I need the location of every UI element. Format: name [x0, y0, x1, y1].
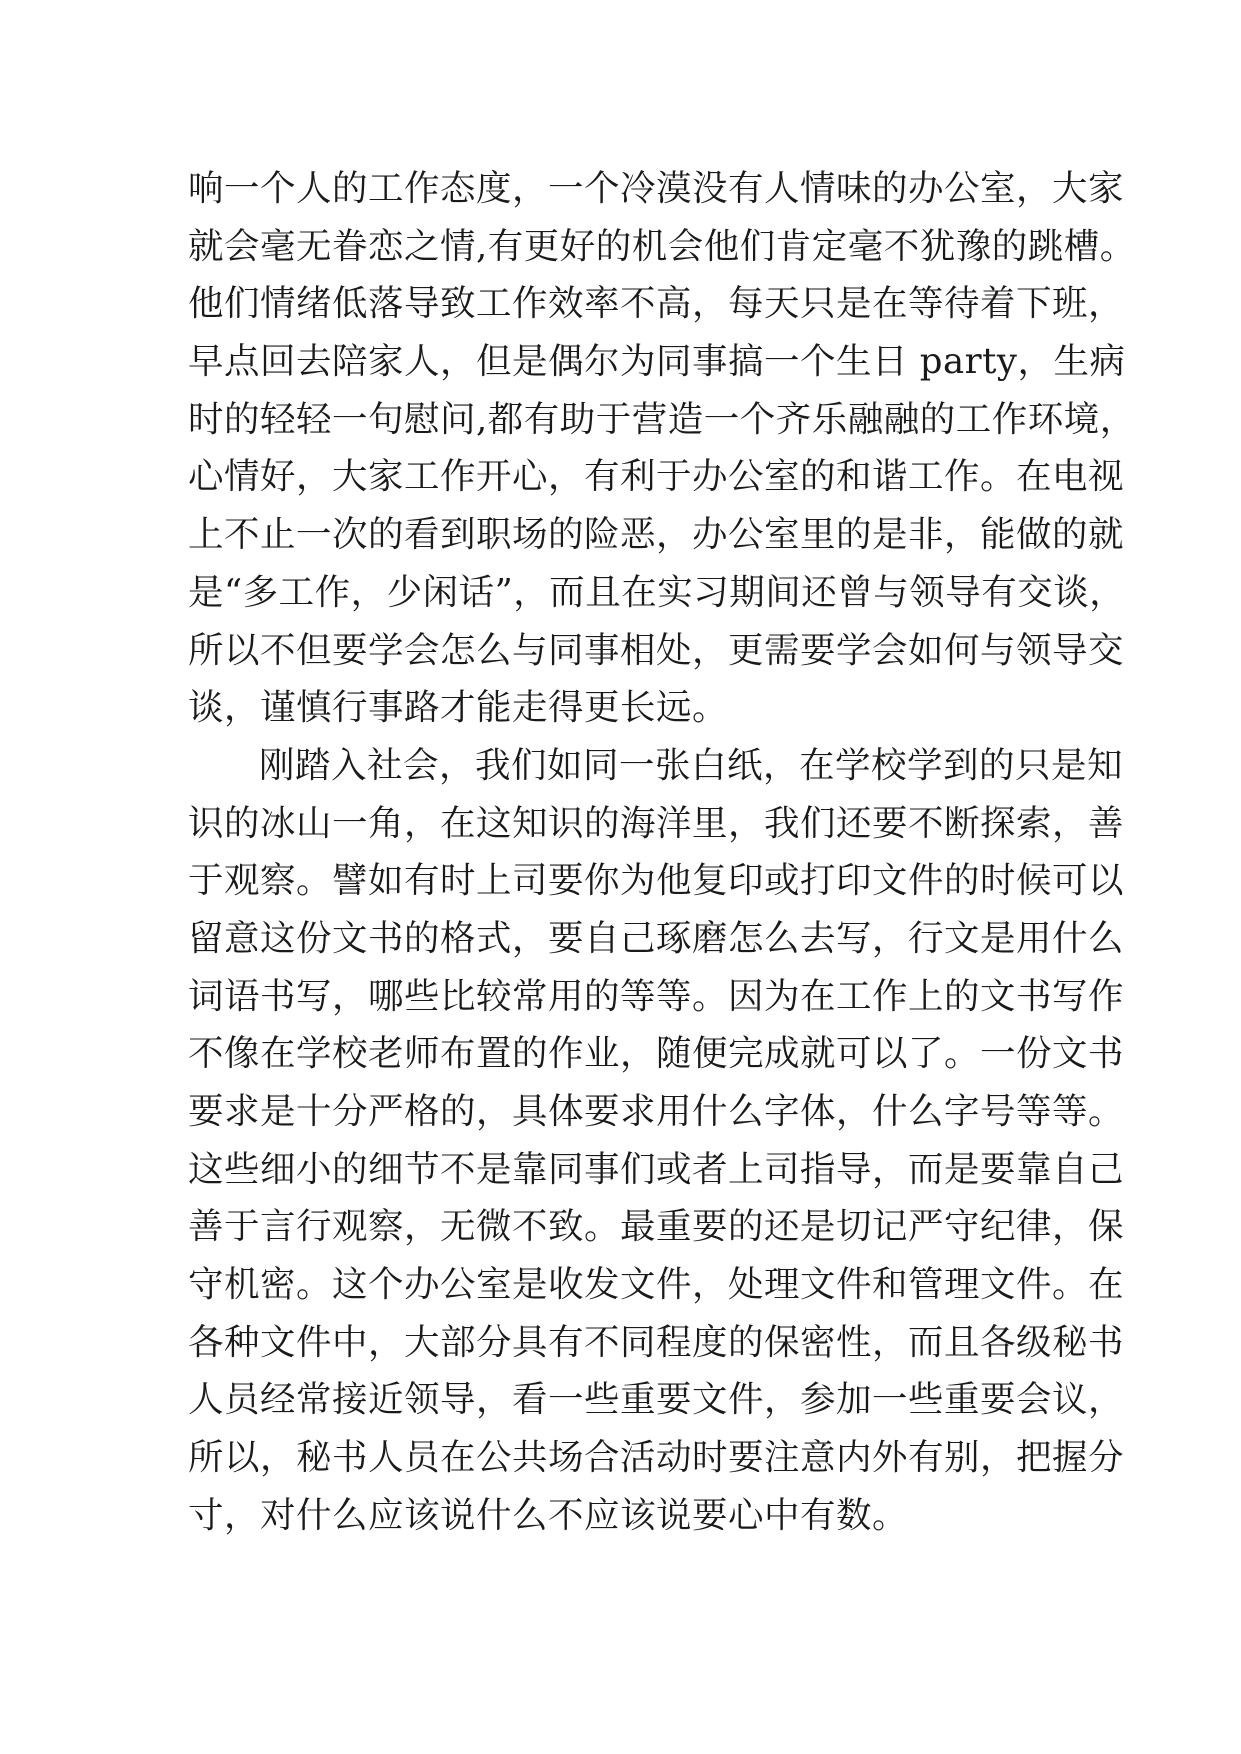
- text-line: 刚踏入社会，我们如同一张白纸，在学校学到的只是知: [259, 744, 1124, 786]
- text-line: 善于言行观察，无微不致。最重要的还是切记严守纪律，保: [188, 1206, 1125, 1248]
- text-line: 谈，谨慎行事路才能走得更长远。: [188, 687, 729, 729]
- text-line: 识的冰山一角，在这知识的海洋里，我们还要不断探索，善: [188, 802, 1125, 844]
- text-line: 上不止一次的看到职场的险恶，办公室里的是非，能做的就: [188, 514, 1125, 556]
- text-line: 就会毫无眷恋之情,有更好的机会他们肯定毫不犹豫的跳槽。: [188, 225, 1136, 267]
- text-line: 心情好，大家工作开心，有利于办公室的和谐工作。在电视: [188, 456, 1125, 498]
- paragraph-1: [188, 160, 1136, 737]
- text-line: 他们情绪低落导致工作效率不高，每天只是在等待着下班，: [188, 283, 1125, 325]
- paragraph-2: [188, 737, 1125, 1545]
- text-line: 时的轻轻一句慰问,都有助于营造一个齐乐融融的工作环境，: [188, 398, 1136, 440]
- text-line: 要求是十分严格的，具体要求用什么字体，什么字号等等。: [188, 1091, 1125, 1132]
- document-body: [188, 160, 1136, 1545]
- text-line: 人员经常接近领导，看一些重要文件，参加一些重要会议，: [188, 1379, 1125, 1421]
- text-line: 词语书写，哪些比较常用的等等。因为在工作上的文书写作: [188, 975, 1125, 1017]
- text-line: 寸，对什么应该说什么不应该说要心中有数。: [188, 1494, 909, 1536]
- text-line: 早点回去陪家人，但是偶尔为同事搞一个生日 party，生病: [188, 341, 1126, 383]
- text-line: 留意这份文书的格式，要自己琢磨怎么去写，行文是用什么: [188, 917, 1125, 959]
- text-line: 守机密。这个办公室是收发文件，处理文件和管理文件。在: [188, 1264, 1125, 1306]
- text-line: 各种文件中，大部分具有不同程度的保密性，而且各级秘书: [188, 1321, 1125, 1363]
- text-line: 是“多工作，少闲话”，而且在实习期间还曾与领导有交谈，: [188, 571, 1126, 613]
- text-line: 这些细小的细节不是靠同事们或者上司指导，而是要靠自己: [188, 1148, 1125, 1190]
- text-line: 响一个人的工作态度，一个冷漠没有人情味的办公室，大家: [188, 168, 1125, 209]
- text-line: 于观察。譬如有时上司要你为他复印或打印文件的时候可以: [188, 860, 1125, 902]
- text-line: 不像在学校老师布置的作业，随便完成就可以了。一份文书: [188, 1033, 1125, 1075]
- text-line: 所以不但要学会怎么与同事相处，更需要学会如何与领导交: [188, 629, 1125, 671]
- text-line: 所以，秘书人员在公共场合活动时要注意内外有别，把握分: [188, 1437, 1125, 1479]
